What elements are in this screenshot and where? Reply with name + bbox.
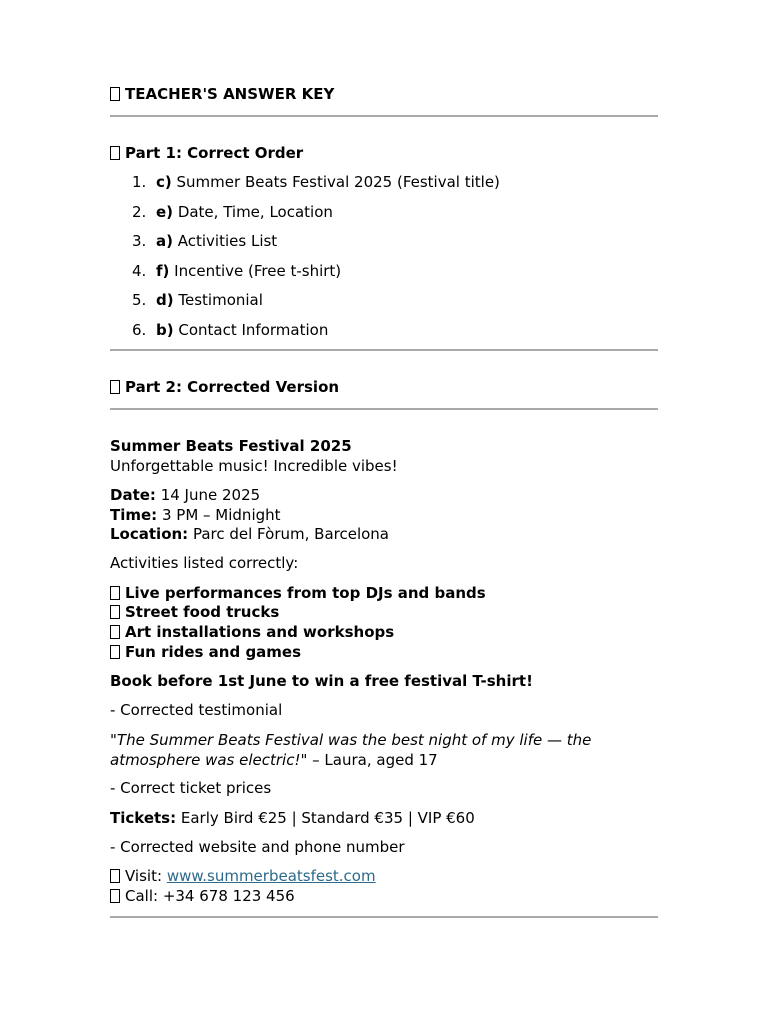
festival-title: Summer Beats Festival 2025	[110, 437, 352, 455]
globe-icon	[110, 869, 120, 883]
part1-heading: Part 1: Correct Order	[110, 143, 303, 163]
call-line: Call: +34 678 123 456	[110, 886, 295, 906]
list-item: 2. e) Date, Time, Location	[132, 202, 333, 221]
activity-item: Art installations and workshops	[110, 622, 394, 642]
website-link[interactable]: www.summerbeatsfest.com	[166, 867, 376, 885]
correct-order-list	[110, 172, 658, 350]
divider	[110, 115, 658, 117]
palette-icon	[110, 625, 120, 639]
phone-icon	[110, 889, 120, 903]
list-item: 4. f) Incentive (Free t-shirt)	[132, 261, 342, 280]
list-item: 3. a) Activities List	[132, 232, 278, 251]
activity-item: Live performances from top DJs and bands	[110, 583, 486, 603]
incentive-text: Book before 1st June to win a free festival T-shirt!	[110, 672, 533, 690]
contact-note: - Corrected website and phone number	[110, 838, 405, 856]
activity-item: Fun rides and games	[110, 642, 301, 662]
check-icon	[110, 146, 120, 160]
activities-intro: Activities listed correctly:	[110, 554, 299, 572]
testimonial-quote: "The Summer Beats Festival was the best night of my life — the atmosphere was electric!" – Laura, aged 17	[110, 731, 592, 769]
date-line: Date: 14 June 2025	[110, 486, 261, 504]
activity-item: Street food trucks	[110, 602, 279, 622]
time-line: Time: 3 PM – Midnight	[110, 506, 281, 524]
music-icon	[110, 586, 120, 600]
visit-line: Visit: www.summerbeatsfest.com	[110, 866, 376, 886]
page-title: TEACHER'S ANSWER KEY	[110, 84, 334, 104]
key-icon	[110, 87, 120, 101]
ferris-wheel-icon	[110, 645, 120, 659]
prices-note: - Correct ticket prices	[110, 779, 272, 797]
location-line: Location: Parc del Fòrum, Barcelona	[110, 525, 389, 543]
divider	[110, 916, 658, 918]
part2-heading: Part 2: Corrected Version	[110, 377, 339, 397]
list-item: 6. b) Contact Information	[132, 320, 329, 339]
food-icon	[110, 605, 120, 619]
divider	[110, 408, 658, 410]
testimonial-note: - Corrected testimonial	[110, 701, 283, 719]
divider	[110, 349, 658, 351]
list-item: 1. c) Summer Beats Festival 2025 (Festival title)	[132, 173, 500, 191]
ticket-prices: Tickets: Early Bird €25 | Standard €35 | VIP €60	[110, 809, 475, 827]
pencil-icon	[110, 380, 120, 394]
list-item: 5. d) Testimonial	[132, 291, 263, 310]
festival-tagline: Unforgettable music! Incredible vibes!	[110, 457, 398, 475]
